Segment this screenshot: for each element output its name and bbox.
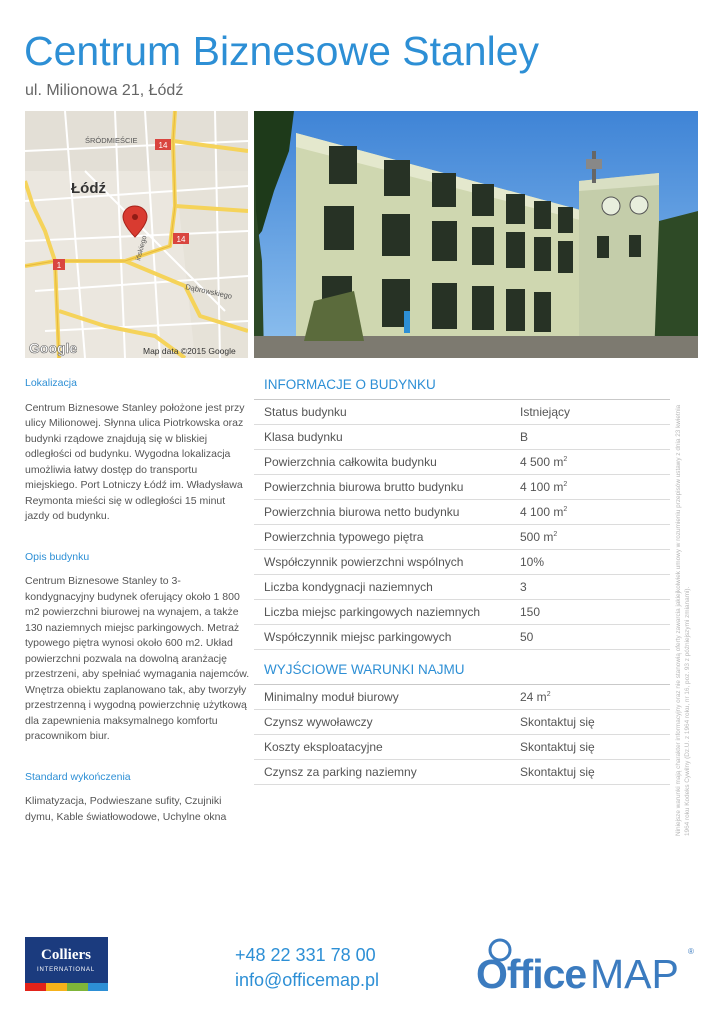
row-value xyxy=(520,400,570,424)
table-row xyxy=(254,710,670,735)
map-graphic xyxy=(25,111,248,358)
road-14-top: 14 xyxy=(158,141,168,150)
location-text: Centrum Biznesowe Stanley położone jest przy ulicy Milionowej. Słynna ulica Piotrkowska oraz budynki rządowe znajdują się w bliskiej odległości od budynku. Wygodna lokalizacja umożliwia łatwy dostęp do transportu miejskiego. Port Lotniczy Łódź im. Władysława Reymonta mieści się w odległości 15 minut jazdy od budynku. xyxy=(25,401,245,522)
colliers-logo xyxy=(25,937,108,991)
google-logo: Google xyxy=(29,340,78,356)
district-label: ŚRÓDMIEŚCIE xyxy=(85,136,138,145)
phone-number[interactable]: +48 22 331 78 00 xyxy=(235,945,376,965)
table-row xyxy=(254,525,670,550)
row-value-text: 150 xyxy=(520,605,541,619)
standard-heading: Standard wykończenia xyxy=(25,770,131,783)
row-value xyxy=(520,600,540,624)
row-value xyxy=(520,525,557,549)
row-value-text: 4 500 m xyxy=(520,455,564,469)
row-value xyxy=(520,685,551,709)
officemap-reg: ® xyxy=(688,947,694,956)
officemap-logo xyxy=(476,936,698,994)
row-value xyxy=(520,735,595,759)
row-label: Liczba kondygnacji naziemnych xyxy=(264,580,433,594)
row-label: Powierzchnia całkowita budynku xyxy=(264,455,437,469)
row-value-unit: 2 xyxy=(563,456,568,463)
road-1: 1 xyxy=(56,261,62,270)
row-value-unit: 2 xyxy=(546,691,551,698)
row-value-text: Skontaktuj się xyxy=(520,740,595,754)
table-row xyxy=(254,600,670,625)
row-value xyxy=(520,760,595,784)
row-label: Współczynnik miejsc parkingowych xyxy=(264,630,452,644)
building-photo xyxy=(254,111,698,358)
building-info-heading: INFORMACJE O BUDYNKU xyxy=(254,375,670,400)
row-value-text: 10% xyxy=(520,555,545,569)
row-label: Czynsz za parking naziemny xyxy=(264,765,417,779)
row-label: Współczynnik powierzchni wspólnych xyxy=(264,555,464,569)
table-row xyxy=(254,760,670,785)
row-label: Klasa budynku xyxy=(264,430,343,444)
row-label: Czynsz wywoławczy xyxy=(264,715,373,729)
row-value xyxy=(520,450,567,474)
table-row xyxy=(254,735,670,760)
disclaimer: Niniejsze warunki mają charakter informacyjny oraz nie stanowią oferty zawarcia jakiejkolwiek umowy w rozumieniu przepisów ustawy z dnia 23 kwietnia 1964 roku Kodeks Cywilny (Dz.U. z 1964 roku, nr 16, poz. 93 z późniejszymi zmianami). xyxy=(675,404,691,836)
row-value-unit: 2 xyxy=(553,531,558,538)
table-row xyxy=(254,475,670,500)
map-attribution: Map data ©2015 Google xyxy=(143,346,236,356)
row-value-unit: 2 xyxy=(563,506,568,513)
table-row xyxy=(254,625,670,650)
standard-text: Klimatyzacja, Podwieszane sufity, Czujniki dymu, Kable światłowodowe, Uchylne okna xyxy=(25,795,227,823)
row-value-text: 500 m xyxy=(520,530,554,544)
row-value-text: B xyxy=(520,430,529,444)
location-heading: Lokalizacja xyxy=(25,377,77,389)
description-text: Centrum Biznesowe Stanley to 3-kondygnacyjny budynek oferujący około 1 800 m2 powierzchni biurowej na wynajem, a także 130 naziemnych miejsc parkingowych. Metraż typowego piętra wynosi około 600 m2. Układ powierzchni pozwala na dowolną aranżację przestrzeni, aby spełniać wymagania najemców. Wnętrza obiektu zaplanowano tak, aby tworzyły przestrzenną i wygodną powierzchnię użytkową dla zapewnienia maksymalnego komfortu pracownikom biur. xyxy=(25,575,250,742)
table-row xyxy=(254,425,670,450)
row-label: Koszty eksploatacyjne xyxy=(264,740,383,754)
row-value xyxy=(520,425,528,449)
page-title: Centrum Biznesowe Stanley xyxy=(24,28,540,74)
table-row xyxy=(254,685,670,710)
row-value-unit: 2 xyxy=(563,481,568,488)
address: ul. Milionowa 21, Łódź xyxy=(25,82,184,99)
row-label: Status budynku xyxy=(264,405,347,419)
row-value-text: 4 100 m xyxy=(520,505,564,519)
row-value-text: Skontaktuj się xyxy=(520,765,595,779)
row-value xyxy=(520,550,544,574)
description-heading: Opis budynku xyxy=(25,550,90,563)
row-value xyxy=(520,575,527,599)
officemap-office: Office xyxy=(476,951,587,994)
city-label: Łódź xyxy=(71,180,106,197)
table-row xyxy=(254,575,670,600)
street-label-dabrowskiego: Dąbrowskiego xyxy=(184,282,233,301)
row-value xyxy=(520,500,567,524)
row-value-text: 3 xyxy=(520,580,527,594)
row-value-text: Istniejący xyxy=(520,405,571,419)
row-label: Powierzchnia biurowa netto budynku xyxy=(264,505,460,519)
left-column xyxy=(25,376,250,850)
building-illustration xyxy=(254,111,698,358)
row-value xyxy=(520,475,567,499)
row-value xyxy=(520,710,595,734)
street-label: ińskiego xyxy=(135,234,149,262)
lease-terms-heading: WYJŚCIOWE WARUNKI NAJMU xyxy=(254,660,670,685)
row-value-text: 24 m xyxy=(520,690,547,704)
row-label: Minimalny moduł biurowy xyxy=(264,690,399,704)
row-label: Powierzchnia typowego piętra xyxy=(264,530,424,544)
location-map[interactable] xyxy=(25,111,248,358)
colliers-sub: INTERNATIONAL xyxy=(37,967,95,973)
table-row xyxy=(254,550,670,575)
table-row xyxy=(254,450,670,475)
building-info-table xyxy=(254,375,670,650)
email-link[interactable]: info@officemap.pl xyxy=(235,970,380,990)
row-value xyxy=(520,625,533,649)
colliers-wordmark: Colliers xyxy=(41,947,91,963)
row-label: Powierzchnia biurowa brutto budynku xyxy=(264,480,464,494)
row-value-text: 4 100 m xyxy=(520,480,564,494)
road-14-bottom: 14 xyxy=(176,235,186,244)
row-label: Liczba miejsc parkingowych naziemnych xyxy=(264,605,481,619)
row-value-text: Skontaktuj się xyxy=(520,715,595,729)
table-row xyxy=(254,500,670,525)
row-value-text: 50 xyxy=(520,630,534,644)
officemap-map: MAP xyxy=(590,951,679,994)
lease-terms-table xyxy=(254,660,670,785)
contact-block xyxy=(235,943,379,993)
table-row xyxy=(254,400,670,425)
